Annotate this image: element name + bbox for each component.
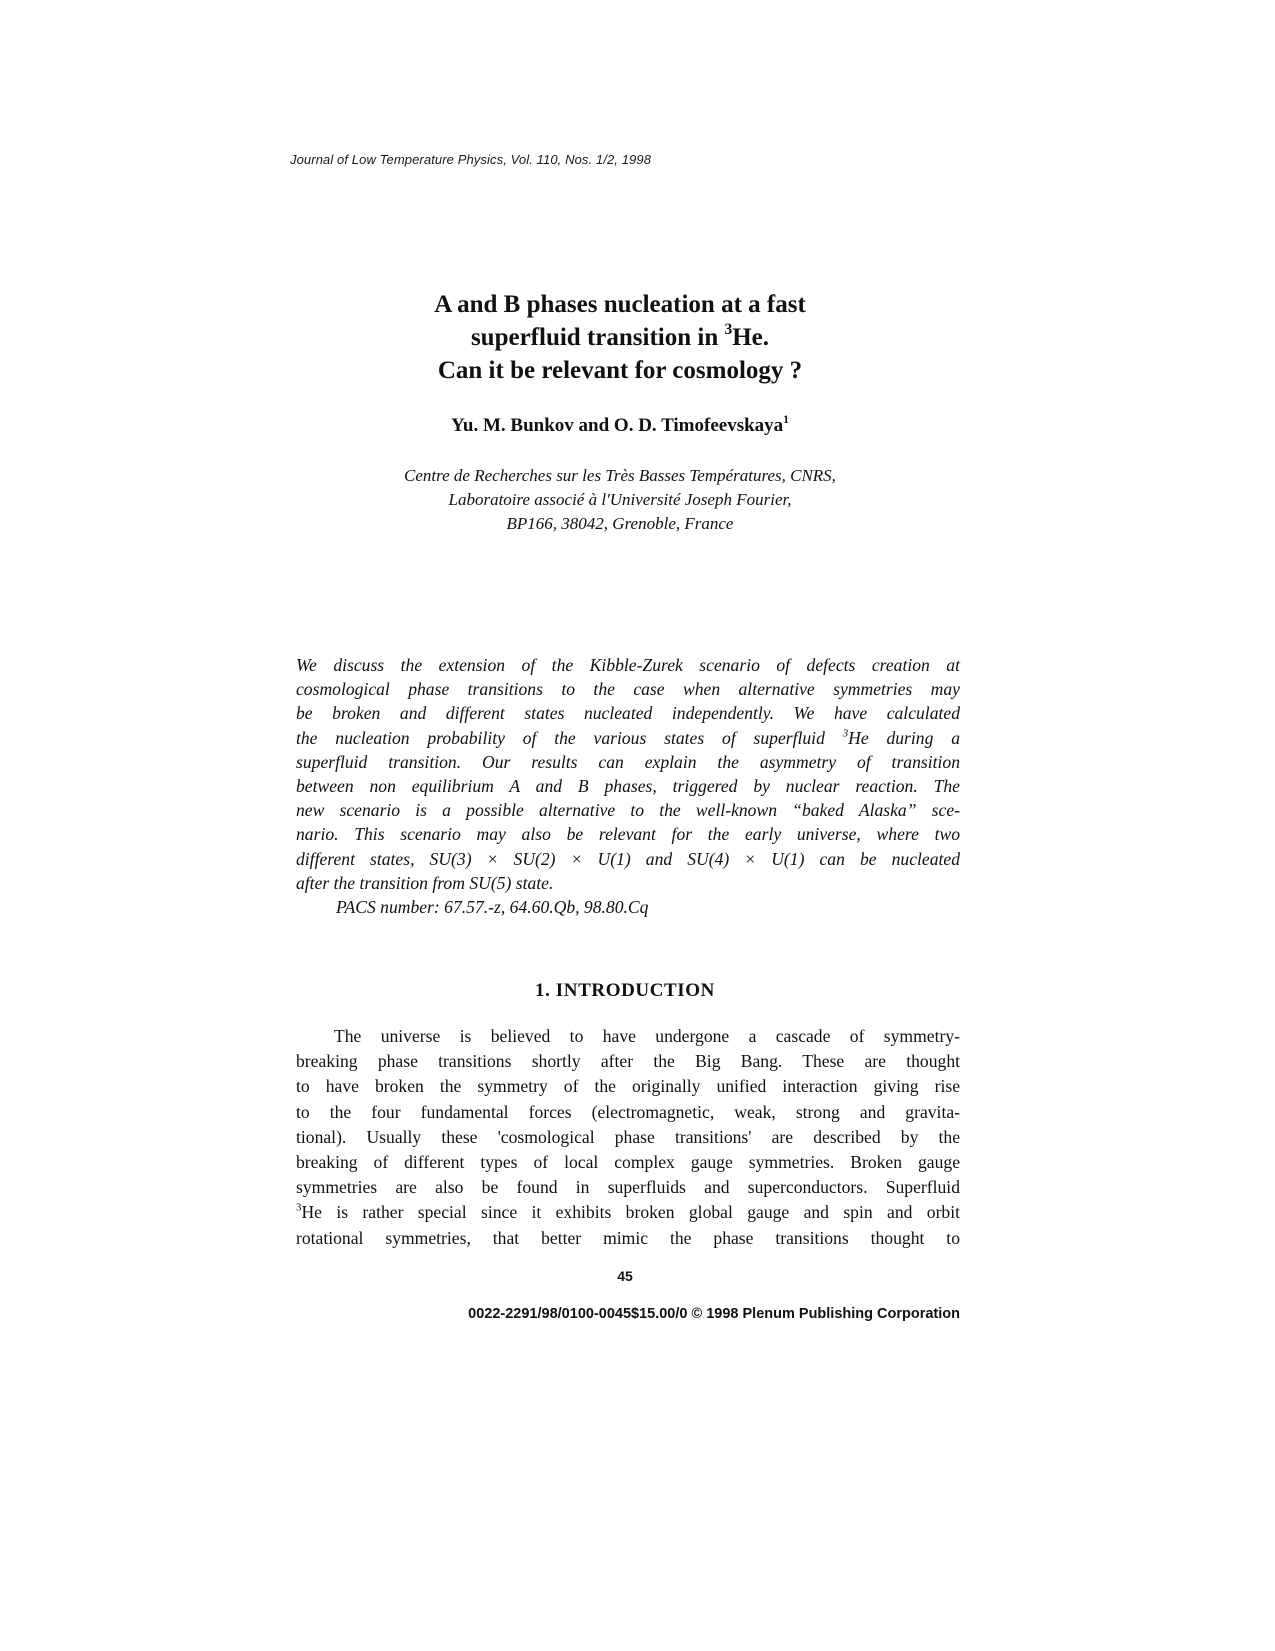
title-line-2	[290, 321, 950, 354]
body-line-8-text: He is rather special since it exhibits broken global gauge and spin and orbit	[301, 1202, 960, 1223]
abstract-line: We discuss the extension of the Kibble-Zurek scenario of defects creation at	[296, 655, 960, 675]
title-line-1: A and B phases nucleation at a fast	[434, 291, 806, 318]
page-number: 45	[617, 1268, 633, 1284]
affiliation-line: Centre de Recherches sur les Très Basses Températures, CNRS,	[404, 466, 836, 485]
abstract-line-4-text: the nucleation probability of the various states of superfluid	[296, 727, 843, 748]
title-superscript: 3	[724, 321, 733, 339]
body-superscript: 3	[296, 1201, 302, 1214]
abstract-line: cosmological phase transitions to the case when alternative symmetries may	[296, 679, 960, 700]
abstract-line: new scenario is a possible alternative to the well-known “baked Alaska” sce-	[296, 800, 960, 821]
body-line: breaking phase transitions shortly after the Big Bang. These are thought	[296, 1051, 960, 1072]
title-line-2-text: superfluid transition in	[470, 324, 725, 351]
authors	[290, 412, 950, 437]
title-line-2-end: He.	[732, 324, 770, 351]
body-line: to the four fundamental forces (electromagnetic, weak, strong and gravita-	[296, 1101, 960, 1122]
author-names: Yu. M. Bunkov and O. D. Timofeevskaya	[450, 415, 784, 436]
abstract-line: after the transition from SU(5) state.	[296, 872, 554, 893]
affiliation	[290, 464, 950, 536]
body-line	[296, 1200, 960, 1225]
abstract-superscript: 3	[842, 726, 849, 739]
body-line: tional). Usually these 'cosmological phase transitions' are described by the	[296, 1126, 960, 1147]
footer-copyright: 0022-2291/98/0100-0045$15.00/0 © 1998 Plenum Publishing Corporation	[468, 1306, 960, 1322]
affiliation-line: BP166, 38042, Grenoble, France	[506, 514, 734, 533]
abstract	[296, 653, 960, 919]
body-line: The universe is believed to have undergone a cascade of symmetry-	[334, 1026, 960, 1046]
body-line: to have broken the symmetry of the originally unified interaction giving rise	[296, 1076, 960, 1097]
abstract-line-4-end: He during a	[848, 727, 960, 748]
author-footnote-mark: 1	[783, 412, 790, 426]
title-line-3: Can it be relevant for cosmology ?	[437, 357, 803, 384]
journal-header: Journal of Low Temperature Physics, Vol. 110, Nos. 1/2, 1998	[290, 152, 652, 167]
section-heading: 1. INTRODUCTION	[534, 980, 716, 1001]
introduction-text	[296, 1024, 960, 1251]
affiliation-line: Laboratoire associé à l'Université Joseph Fourier,	[448, 490, 792, 509]
abstract-line: be broken and different states nucleated independently. We have calculated	[296, 703, 960, 724]
abstract-line: nario. This scenario may also be relevant for the early universe, where two	[296, 824, 960, 845]
abstract-line: between non equilibrium A and B phases, triggered by nuclear reaction. The	[296, 776, 960, 797]
paper-title	[290, 288, 950, 387]
abstract-line: superfluid transition. Our results can explain the asymmetry of transition	[296, 751, 960, 772]
abstract-line: different states, SU(3) × SU(2) × U(1) and SU(4) × U(1) can be nucleated	[296, 848, 960, 869]
pacs-numbers: PACS number: 67.57.-z, 64.60.Qb, 98.80.Cq	[336, 897, 649, 918]
body-line: breaking of different types of local complex gauge symmetries. Broken gauge	[296, 1152, 960, 1173]
abstract-line	[296, 726, 960, 750]
body-line: rotational symmetries, that better mimic the phase transitions thought to	[296, 1227, 960, 1248]
body-line: symmetries are also be found in superfluids and superconductors. Superfluid	[296, 1177, 960, 1198]
